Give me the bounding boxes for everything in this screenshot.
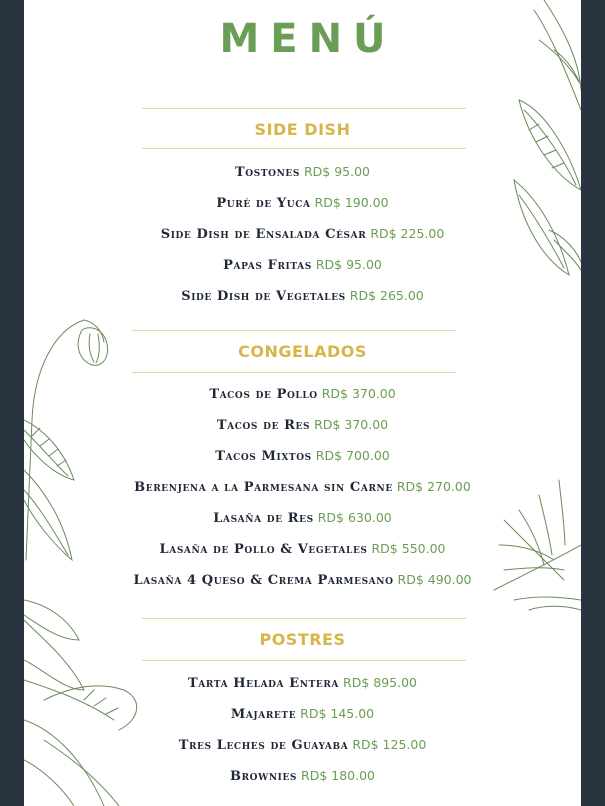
item-name: Lasaña 4 Queso & Crema Parmesano <box>133 573 394 588</box>
item-price: RD$ 95.00 <box>315 257 382 272</box>
menu-item <box>24 164 581 181</box>
item-name: Side Dish de Vegetales <box>181 289 346 304</box>
menu-item <box>24 737 581 754</box>
section-heading-postres: POSTRES <box>259 630 346 649</box>
item-price: RD$ 550.00 <box>371 541 446 556</box>
menu-item <box>24 386 581 403</box>
item-name: Tacos de Res <box>216 418 311 433</box>
item-price: RD$ 95.00 <box>303 164 370 179</box>
item-name: Papas Fritas <box>223 258 312 273</box>
item-name: Tres Leches de Guayaba <box>178 738 349 753</box>
section-rule-top <box>142 618 466 619</box>
item-name: Tostones <box>235 165 300 180</box>
item-price: RD$ 895.00 <box>343 675 417 690</box>
item-name: Puré de Yuca <box>216 196 311 211</box>
item-price: RD$ 225.00 <box>370 226 445 241</box>
menu-item <box>24 195 581 212</box>
menu-item <box>24 768 581 785</box>
menu-item <box>24 288 581 305</box>
item-price: RD$ 190.00 <box>314 195 389 210</box>
section-rule-top <box>142 108 466 109</box>
menu-page <box>24 0 581 806</box>
item-price: RD$ 490.00 <box>397 572 472 587</box>
item-name: Berenjena a la Parmesana sin Carne <box>134 480 393 495</box>
menu-item <box>24 448 581 465</box>
item-price: RD$ 370.00 <box>314 417 389 432</box>
section-rule-bottom <box>142 660 466 661</box>
menu-item <box>24 226 581 243</box>
item-name: Lasaña de Pollo & Vegetales <box>159 542 368 557</box>
item-name: Side Dish de Ensalada César <box>160 227 367 242</box>
item-price: RD$ 145.00 <box>300 706 375 721</box>
item-name: Tacos Mixtos <box>215 449 312 464</box>
item-price: RD$ 700.00 <box>315 448 390 463</box>
section-rule-bottom <box>142 148 466 149</box>
menu-item <box>24 572 581 589</box>
menu-item <box>24 510 581 527</box>
menu-item <box>24 706 581 723</box>
item-price: RD$ 630.00 <box>317 510 392 525</box>
item-name: Majarete <box>230 707 297 722</box>
section-heading-side-dish: SIDE DISH <box>254 120 351 139</box>
menu-item <box>24 675 581 692</box>
menu-item <box>24 479 581 496</box>
item-name: Lasaña de Res <box>213 511 314 526</box>
item-price: RD$ 125.00 <box>352 737 427 752</box>
menu-item <box>24 417 581 434</box>
menu-title: MENÚ <box>219 16 397 62</box>
menu-item <box>24 257 581 274</box>
menu-item <box>24 541 581 558</box>
item-price: RD$ 370.00 <box>321 386 396 401</box>
section-rule-top <box>132 330 456 331</box>
item-price: RD$ 265.00 <box>349 288 424 303</box>
section-rule-bottom <box>132 372 456 373</box>
item-name: Tacos de Pollo <box>209 387 318 402</box>
item-name: Tarta Helada Entera <box>188 676 340 691</box>
item-price: RD$ 180.00 <box>301 768 375 783</box>
item-price: RD$ 270.00 <box>396 479 471 494</box>
section-heading-congelados: CONGELADOS <box>238 342 367 361</box>
item-name: Brownies <box>230 769 298 784</box>
